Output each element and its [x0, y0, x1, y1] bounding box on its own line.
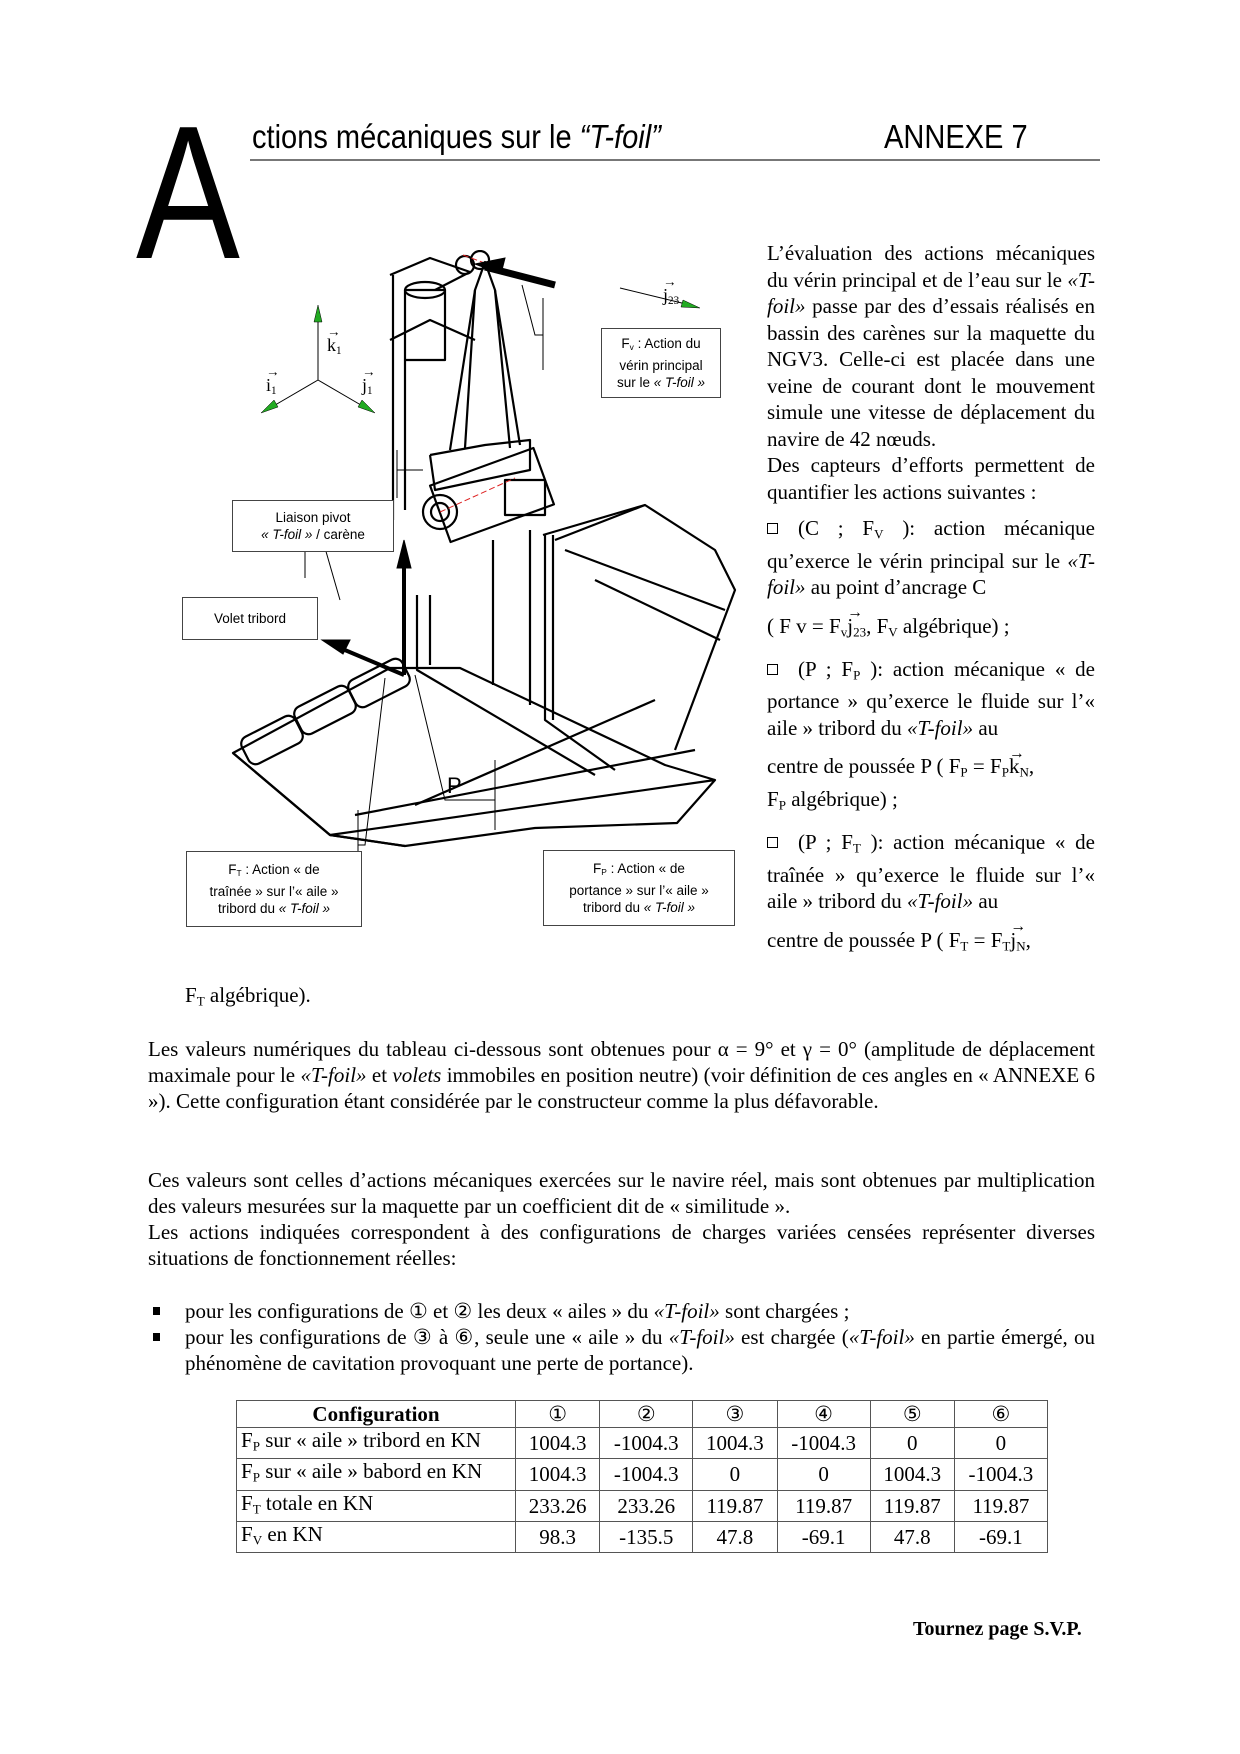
action-item-ft: (P ; $F_T$ ): action mécanique « de traînée » qu’exerce le fluide sur l’« aile » tribord du «T-foil» au	[767, 829, 1095, 913]
callout-fp: $F_P$ : Action « de portance » sur l’« aile » tribord du « T-foil »	[543, 850, 735, 926]
callout-pivot: Liaison pivot « T-foil » / carène	[232, 500, 394, 552]
action-item-fv: (C ; $F_V$ ): action mécanique qu’exerce le vérin principal sur le «T-foil» au point d’ancrage C	[767, 516, 1095, 600]
header-rule	[250, 159, 1100, 161]
page-title	[252, 118, 661, 156]
checkbox-square-icon	[767, 664, 778, 675]
table-row: $F_P$ sur « aile » babord en KN 1004.3 -1004.3 0 0 1004.3 -1004.3	[237, 1459, 1048, 1490]
title-text: ctions mécaniques sur le	[252, 118, 580, 155]
table-row: $F_V$ en KN 98.3 -135.5 47.8 -69.1 47.8 -69.1	[237, 1521, 1048, 1552]
bullet-square-icon	[153, 1333, 160, 1341]
callout-fv: $F_v$ : Action du vérin principal sur le « T-foil »	[601, 328, 721, 398]
bullet-item: pour les configurations de ① et ② les deux « ailes » du «T-foil» sont chargées ;	[148, 1298, 1095, 1324]
sensors-paragraph: Des capteurs d’efforts permettent de quantifier les actions suivantes :	[767, 453, 1095, 504]
forces-table	[236, 1400, 1048, 1553]
bullet-item: pour les configurations de ③ à ⑥, seule une « aile » du «T-foil» est chargée («T-foil» en partie émergé, ou phénomène de cavitation provoquant une perte de portance).	[148, 1324, 1095, 1376]
right-column-text	[767, 240, 1095, 959]
checkbox-square-icon	[767, 523, 778, 534]
action-item-fp: (P ; $F_P$ ): action mécanique « de portance » qu’exerce le fluide sur l’« aile » tribord du «T-foil» au	[767, 656, 1095, 740]
formula-ft: centre de poussée P ( $F_T = F_T\to j_N$,	[767, 927, 1095, 960]
checkbox-square-icon	[767, 837, 778, 848]
drop-cap: A	[136, 87, 240, 299]
title-italic: “T-foil”	[579, 118, 661, 155]
formula-fv: ( F $v = F_v\to j_{23}$, $F_V$ algébrique) ;	[767, 613, 1095, 646]
page-footer: Tournez page S.V.P.	[913, 1618, 1082, 1640]
configuration-bullets	[148, 1298, 1095, 1376]
axis-i1-label: → $i_1$	[266, 375, 277, 397]
continuation-text: $F_T$ algébrique).	[185, 983, 311, 1009]
axis-j23-label: → $j_{23}$	[663, 285, 679, 307]
callout-ft: $F_T$ : Action « de traînée » sur l’« aile » tribord du « T-foil »	[186, 851, 362, 927]
paragraph-similitude: Ces valeurs sont celles d’actions mécaniques exercées sur le navire réel, mais sont obtenues par multiplication des valeurs mesurées sur la maquette par un coefficient dit de « similitude ». Les actions indiquées correspondent à des configurations de charges variées censées représenter diverses situations de fonctionnement réelles:	[148, 1168, 1095, 1270]
callout-volet-tribord: Volet tribord	[182, 597, 318, 640]
annexe-label: ANNEXE 7	[884, 118, 1028, 155]
formula-fp: centre de poussée P ( $F_P = F_P\to k_N$, $F_P$ algébrique) ;	[767, 753, 1095, 819]
intro-paragraph: L’évaluation des actions mécaniques du vérin principal et de l’eau sur le «T-foil» passe par des d’essais réalisés en bassin des carènes sur la maquette du NGV3. Celle-ci est placée dans une veine de courant dont le mouvement simule une vitesse de déplacement du navire de 42 nœuds.	[767, 241, 1095, 451]
axis-k1-label: → $k_1$	[327, 335, 342, 357]
table-row: $F_P$ sur « aile » tribord en KN 1004.3 -1004.3 1004.3 -1004.3 0 0	[237, 1428, 1048, 1459]
bullet-square-icon	[153, 1307, 160, 1315]
paragraph-conditions: Les valeurs numériques du tableau ci-dessous sont obtenues pour α = 9° et γ = 0° (amplitude de déplacement maximale pour le «T-foil» et volets immobiles en position neutre) (voir définition de ces angles en « ANNEXE 6 »). Cette configuration étant considérée par le constructeur comme la plus défavorable.	[148, 1037, 1095, 1113]
table-row: $F_T$ totale en KN 233.26 233.26 119.87 119.87 119.87 119.87	[237, 1490, 1048, 1521]
table-header-row: Configuration ① ② ③ ④ ⑤ ⑥	[237, 1401, 1048, 1428]
axis-j1-label: → $j_1$	[362, 375, 373, 397]
point-p-label: P	[447, 773, 462, 798]
